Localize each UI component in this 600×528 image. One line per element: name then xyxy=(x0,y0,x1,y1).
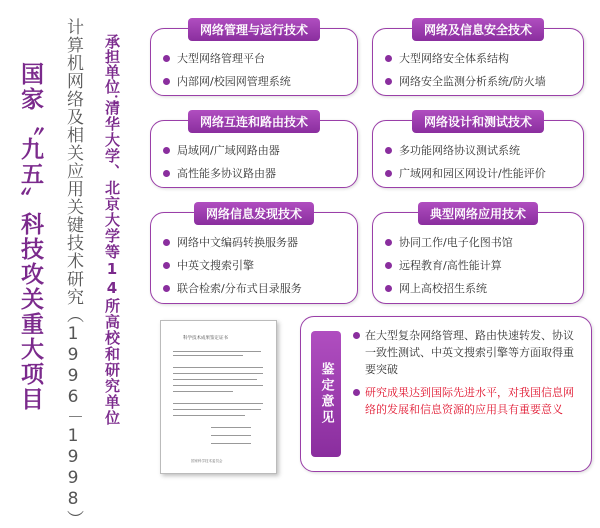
card-information-discovery xyxy=(150,207,358,304)
list-item: 多功能网络协议测试系统 xyxy=(385,139,575,162)
card-network-testing xyxy=(372,115,584,188)
project-subtitle: 计算机网络及相关应用关键技术研究（1996－1998） xyxy=(63,18,83,528)
card-network-applications xyxy=(372,207,584,304)
project-title: 国家〝九五〞科技攻关重大项目 xyxy=(17,62,43,412)
list-item: 大型网络管理平台 xyxy=(163,47,349,70)
list-item: 远程教育/高性能计算 xyxy=(385,254,575,277)
certificate-footer: 国家科学技术委员会 xyxy=(191,459,223,463)
list-item: 广域网和园区网设计/性能评价 xyxy=(385,162,575,185)
card-network-management xyxy=(150,23,358,96)
undertaker-organizations: 清华大学、北京大学等14所高校和研究单位 xyxy=(103,100,121,426)
review-label: 鉴定意见 xyxy=(311,331,341,457)
list-item: 协同工作/电子化图书馆 xyxy=(385,231,575,254)
card-title: 网络及信息安全技术 xyxy=(412,18,544,41)
list-item: 局域网/广域网路由器 xyxy=(163,139,349,162)
card-title: 网络设计和测试技术 xyxy=(412,110,544,133)
list-item: 网络安全监测分析系统/防火墙 xyxy=(385,70,575,93)
list-item: 网上高校招生系统 xyxy=(385,277,575,300)
list-item: 联合检索/分布式目录服务 xyxy=(163,277,349,300)
card-title: 典型网络应用技术 xyxy=(418,202,538,225)
list-item: 中英文搜索引擎 xyxy=(163,254,349,277)
review-opinion-box xyxy=(300,316,592,472)
card-title: 网络信息发现技术 xyxy=(194,202,314,225)
card-title: 网络互连和路由技术 xyxy=(188,110,320,133)
certificate-header: 科学技术成果鉴定证书 xyxy=(183,336,228,341)
undertaker-label: 承担单位： xyxy=(103,34,121,109)
list-item: 网络中文编码转换服务器 xyxy=(163,231,349,254)
card-network-routing xyxy=(150,115,358,188)
card-network-security xyxy=(372,23,584,96)
review-item: 在大型复杂网络管理、路由快速转发、协议一致性测试、中英文搜索引擎等方面取得重要突破 xyxy=(353,327,583,378)
certificate-document xyxy=(160,320,277,474)
list-item: 内部网/校园网管理系统 xyxy=(163,70,349,93)
review-item-highlight: 研究成果达到国际先进水平，对我国信息网络的发展和信息资源的应用具有重要意义 xyxy=(353,384,583,418)
list-item: 高性能多协议路由器 xyxy=(163,162,349,185)
card-title: 网络管理与运行技术 xyxy=(188,18,320,41)
list-item: 大型网络安全体系结构 xyxy=(385,47,575,70)
